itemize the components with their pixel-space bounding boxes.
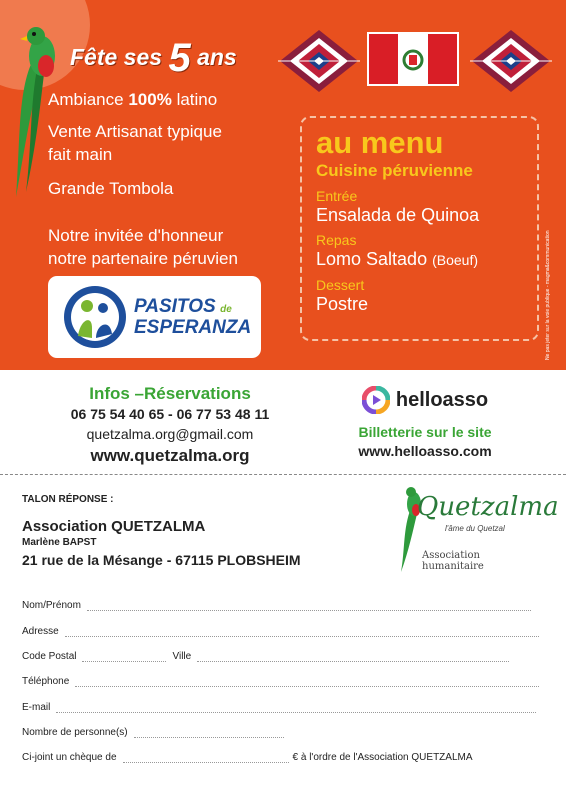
infos-title: Infos –Réservations	[89, 384, 251, 403]
partner-logo-card	[48, 276, 261, 358]
helloasso-billetterie: Billetterie sur le site	[358, 424, 492, 440]
quetzalma-logo: Quetzalma l'âme du Quetzal Association humanitaire	[395, 484, 535, 574]
menu-item-dessert: Postre	[316, 294, 369, 314]
event-banner	[0, 0, 566, 370]
menu-category-repas: Repas	[316, 232, 357, 248]
helloasso-block	[330, 384, 520, 460]
menu-title: au menu	[316, 125, 444, 160]
anniversary-title: Fête ses 5 ans	[70, 36, 237, 80]
infos-phones: 06 75 54 40 65 - 06 77 53 48 11	[70, 406, 270, 422]
talon-label: TALON RÉPONSE :	[22, 494, 114, 505]
menu-category-entree: Entrée	[316, 188, 358, 204]
andean-pattern-icon	[278, 28, 360, 94]
field-telephone[interactable]: Téléphone	[22, 676, 539, 687]
menu-subtitle: Cuisine péruvienne	[316, 161, 473, 180]
menu-category-dessert: Dessert	[316, 277, 365, 293]
feature-tombola: Grande Tombola	[48, 179, 174, 198]
andean-pattern-icon	[470, 28, 552, 94]
cheque-order: € à l'ordre de l'Association QUETZALMA	[292, 752, 473, 763]
infos-reservations	[20, 383, 320, 468]
feature-artisanat: Vente Artisanat typique fait main	[48, 122, 222, 164]
partner-name: PASITOS de ESPERANZA	[134, 295, 252, 338]
contact-person: Marlène BAPST	[22, 537, 97, 548]
peru-flag-icon	[367, 32, 459, 86]
field-nom[interactable]: Nom/Prénom	[22, 600, 531, 611]
field-ville-label: Ville	[172, 651, 192, 662]
helloasso-icon	[362, 386, 390, 414]
menu-box	[300, 116, 539, 341]
field-adresse[interactable]: Adresse	[22, 626, 539, 637]
legal-note: Ne pas jeter sur la voie publique - magma&communication	[545, 230, 551, 360]
feature-ambiance: Ambiance 100% latino	[48, 90, 218, 109]
infos-website[interactable]: www.quetzalma.org	[90, 446, 250, 465]
pasitos-logo-icon	[62, 284, 128, 350]
field-email[interactable]: E-mail	[22, 702, 536, 713]
association-name: Association QUETZALMA	[22, 518, 206, 535]
field-code-postal[interactable]: Code Postal Ville	[22, 651, 509, 662]
field-nombre-personnes[interactable]: Nombre de personne(s)	[22, 727, 284, 738]
helloasso-logo: helloasso	[330, 384, 520, 416]
cut-line	[0, 474, 566, 475]
infos-email[interactable]: quetzalma.org@gmail.com	[86, 426, 254, 442]
quetzal-bird-icon	[10, 22, 65, 202]
helloasso-url[interactable]: www.helloasso.com	[358, 443, 492, 459]
menu-item-repas: Lomo Saltado (Boeuf)	[316, 249, 479, 269]
feature-invitee: Notre invitée d'honneur notre partenaire péruvien	[48, 226, 238, 268]
menu-item-entree: Ensalada de Quinoa	[316, 205, 480, 225]
association-address: 21 rue de la Mésange - 67115 PLOBSHEIM	[22, 552, 301, 568]
field-cheque[interactable]: Ci-joint un chèque de € à l'ordre de l'Association QUETZALMA	[22, 752, 473, 763]
